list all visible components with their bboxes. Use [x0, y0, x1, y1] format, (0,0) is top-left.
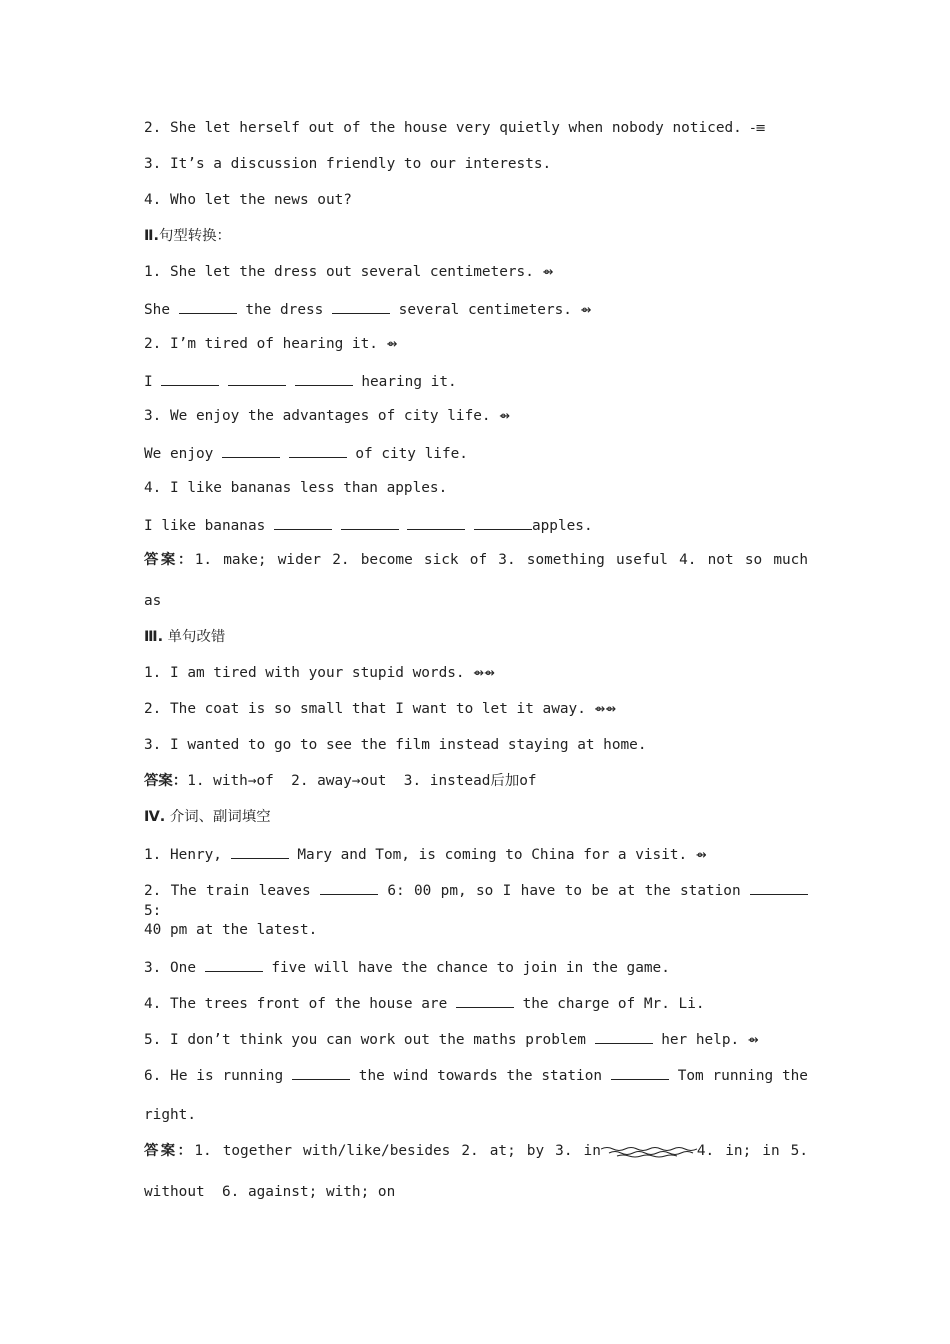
blank[interactable] [295, 370, 353, 386]
s2-q3: 3. We enjoy the advantages of city life. ⇴ [144, 408, 511, 424]
blank[interactable] [595, 1028, 653, 1044]
s3-item-2: 2. The coat is so small that I want to let it away. ⇴⇴ [144, 701, 617, 717]
watermark-mark-icon: ⇴⇴ [473, 666, 496, 681]
blank[interactable] [750, 879, 808, 895]
blank[interactable] [292, 1064, 350, 1080]
section3-heading: Ⅲ. 单句改错 [144, 629, 226, 645]
s4-q6: 6. He is running the wind towards the station Tom running the [144, 1064, 808, 1084]
blank[interactable] [179, 298, 237, 314]
s2-q4: 4. I like bananas less than apples. [144, 480, 448, 496]
s3-answer: 答案：1. with→of 2. away→out 3. instead后加of [144, 773, 537, 789]
s2-answer-cont: as [144, 593, 162, 609]
blank[interactable] [228, 370, 286, 386]
watermark-mark-icon: ⇴ [499, 409, 511, 424]
blank[interactable] [274, 514, 332, 530]
watermark-mark-icon: ⇴ [580, 303, 592, 318]
s2-q1: 1. She let the dress out several centimeters. ⇴ [144, 264, 554, 280]
s2-q2-answer-line: I hearing it. [144, 370, 808, 390]
s4-q2: 2. The train leaves 6: 00 pm, so I have to be at the station 5: [144, 879, 808, 899]
wavy-line-icon [601, 1144, 697, 1158]
watermark-mark-icon: ⇴ [747, 1033, 759, 1048]
watermark-mark-icon: ⇴ [542, 265, 554, 280]
blank[interactable] [320, 879, 378, 895]
s1-item-4: 4. Who let the news out? [144, 192, 352, 208]
blank[interactable] [611, 1064, 669, 1080]
s4-q4: 4. The trees front of the house are the charge of Mr. Li. [144, 992, 808, 1012]
blank[interactable] [332, 298, 390, 314]
watermark-mark-icon: -≡ [750, 121, 767, 136]
document-page [144, 118, 808, 1218]
s4-q6-cont: right. [144, 1107, 196, 1123]
s2-q3-answer-line: We enjoy of city life. [144, 442, 808, 462]
s4-answer: 答案：1. together with/like/besides 2. at; by 3. in 4. in; in 5. [144, 1143, 808, 1159]
blank[interactable] [231, 843, 289, 859]
s1-item-3: 3. It’s a discussion friendly to our interests. [144, 156, 552, 172]
blank[interactable] [289, 442, 347, 458]
blank[interactable] [222, 442, 280, 458]
blank[interactable] [456, 992, 514, 1008]
blank[interactable] [407, 514, 465, 530]
blank[interactable] [161, 370, 219, 386]
section4-heading: Ⅳ. 介词、副词填空 [144, 809, 271, 825]
watermark-mark-icon: ⇴ [386, 337, 398, 352]
s2-q1-answer-line: She the dress several centimeters. ⇴ [144, 298, 808, 318]
s4-q2-cont: 40 pm at the latest. [144, 922, 318, 938]
blank[interactable] [474, 514, 532, 530]
s1-item-2: 2. She let herself out of the house very quietly when nobody noticed. -≡ [144, 120, 767, 136]
s2-answer: 答案：1. make; wider 2. become sick of 3. something useful 4. not so much [144, 552, 808, 568]
section2-heading: Ⅱ.句型转换： [144, 228, 231, 244]
s4-q3: 3. One five will have the chance to join in the game. [144, 956, 808, 976]
blank[interactable] [205, 956, 263, 972]
s4-q5: 5. I don’t think you can work out the maths problem her help. ⇴ [144, 1028, 808, 1048]
s3-item-1: 1. I am tired with your stupid words. ⇴⇴ [144, 665, 496, 681]
watermark-mark-icon: ⇴⇴ [594, 702, 617, 717]
s4-q1: 1. Henry, Mary and Tom, is coming to China for a visit. ⇴ [144, 843, 808, 863]
s2-q4-answer-line: I like bananas apples. [144, 514, 808, 534]
watermark-mark-icon: ⇴ [695, 848, 707, 863]
s2-q2: 2. I’m tired of hearing it. ⇴ [144, 336, 398, 352]
s4-answer-cont: without 6. against; with; on [144, 1184, 396, 1200]
blank[interactable] [341, 514, 399, 530]
s3-item-3: 3. I wanted to go to see the film instead staying at home. [144, 737, 647, 753]
